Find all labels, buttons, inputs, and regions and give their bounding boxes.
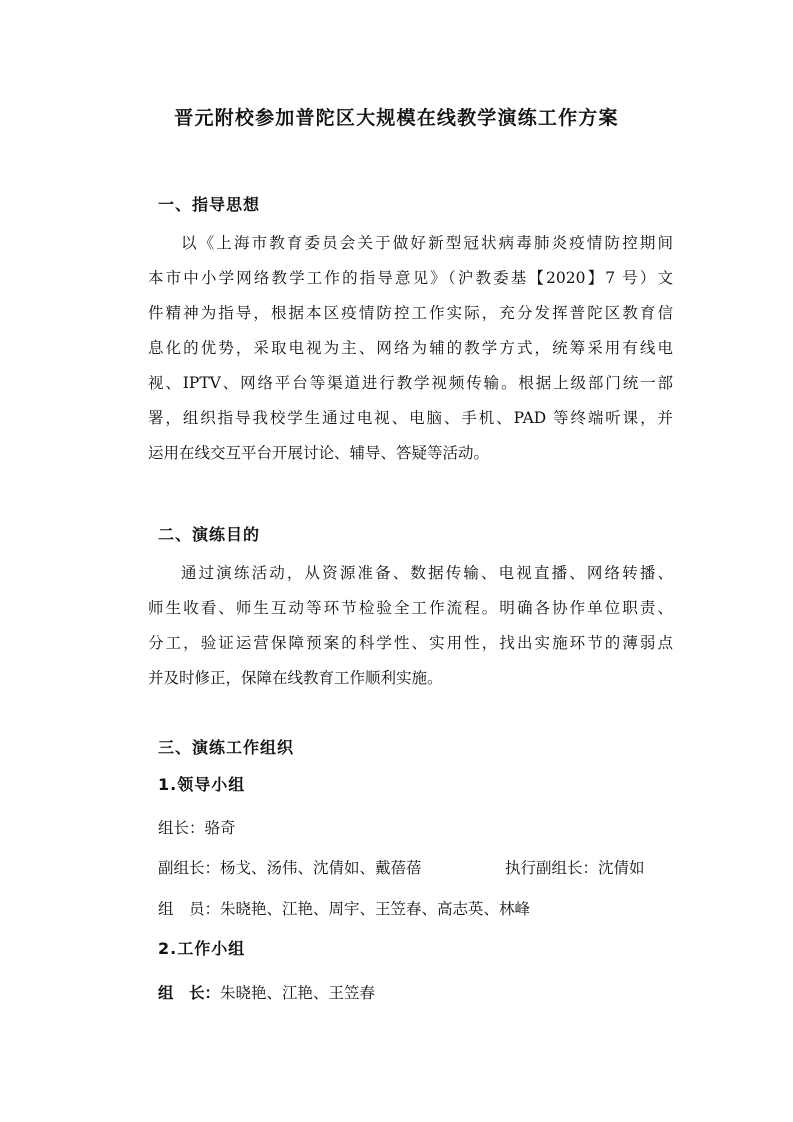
paragraph-line: 署，组织指导我校学生通过电视、电脑、手机、PAD 等终端听课，并 <box>148 409 673 427</box>
section-heading-drill-organization: 三、演练工作组织 <box>158 738 295 757</box>
paragraph-line: 本市中小学网络教学工作的指导意见》（沪教委基【2020】7 号）文 <box>148 269 673 287</box>
paragraph-line: 分工，验证运营保障预案的科学性、实用性，找出实施环节的薄弱点 <box>148 634 673 652</box>
paragraph-line: 件精神为指导，根据本区疫情防控工作实际，充分发挥普陀区教育信 <box>148 304 673 322</box>
paragraph-line: 并及时修正，保障在线教育工作顺利实施。 <box>148 669 443 687</box>
paragraph-line: 师生收看、师生互动等环节检验全工作流程。明确各协作单位职责、 <box>148 599 673 617</box>
subsection-heading-working-group: 2.工作小组 <box>158 939 246 958</box>
paragraph-line: 视、IPTV、网络平台等渠道进行教学视频传输。根据上级部门统一部 <box>148 374 673 392</box>
leadership-group-members: 组 员：朱晓艳、江艳、周宇、王笠春、高志英、林峰 <box>158 900 531 918</box>
section-heading-guiding-ideology: 一、指导思想 <box>158 195 261 214</box>
working-group-leader-names: 朱晓艳、江艳、王笠春 <box>220 984 376 1002</box>
section-paragraph-guiding-ideology <box>148 226 673 471</box>
leadership-group-exec-deputy: 执行副组长：沈倩如 <box>505 859 645 877</box>
paragraph-line: 息化的优势，采取电视为主、网络为辅的教学方式，统筹采用有线电 <box>148 339 673 357</box>
leadership-group-deputy: 副组长：杨戈、汤伟、沈倩如、戴蓓蓓 <box>158 859 422 877</box>
subsection-heading-leadership-group: 1.领导小组 <box>158 775 246 794</box>
section-heading-drill-purpose: 二、演练目的 <box>158 525 261 544</box>
working-group-leader <box>158 981 375 1003</box>
document-title: 晋元附校参加普陀区大规模在线教学演练工作方案 <box>174 107 619 129</box>
section-paragraph-drill-purpose <box>148 556 673 696</box>
paragraph-line: 以《上海市教育委员会关于做好新型冠状病毒肺炎疫情防控期间 <box>181 234 673 252</box>
paragraph-line: 运用在线交互平台开展讨论、辅导、答疑等活动。 <box>148 444 490 462</box>
leadership-group-leader: 组长：骆奇 <box>158 819 236 837</box>
paragraph-line: 通过演练活动，从资源准备、数据传输、电视直播、网络转播、 <box>181 564 673 582</box>
working-group-leader-label: 组 长： <box>158 984 221 1002</box>
